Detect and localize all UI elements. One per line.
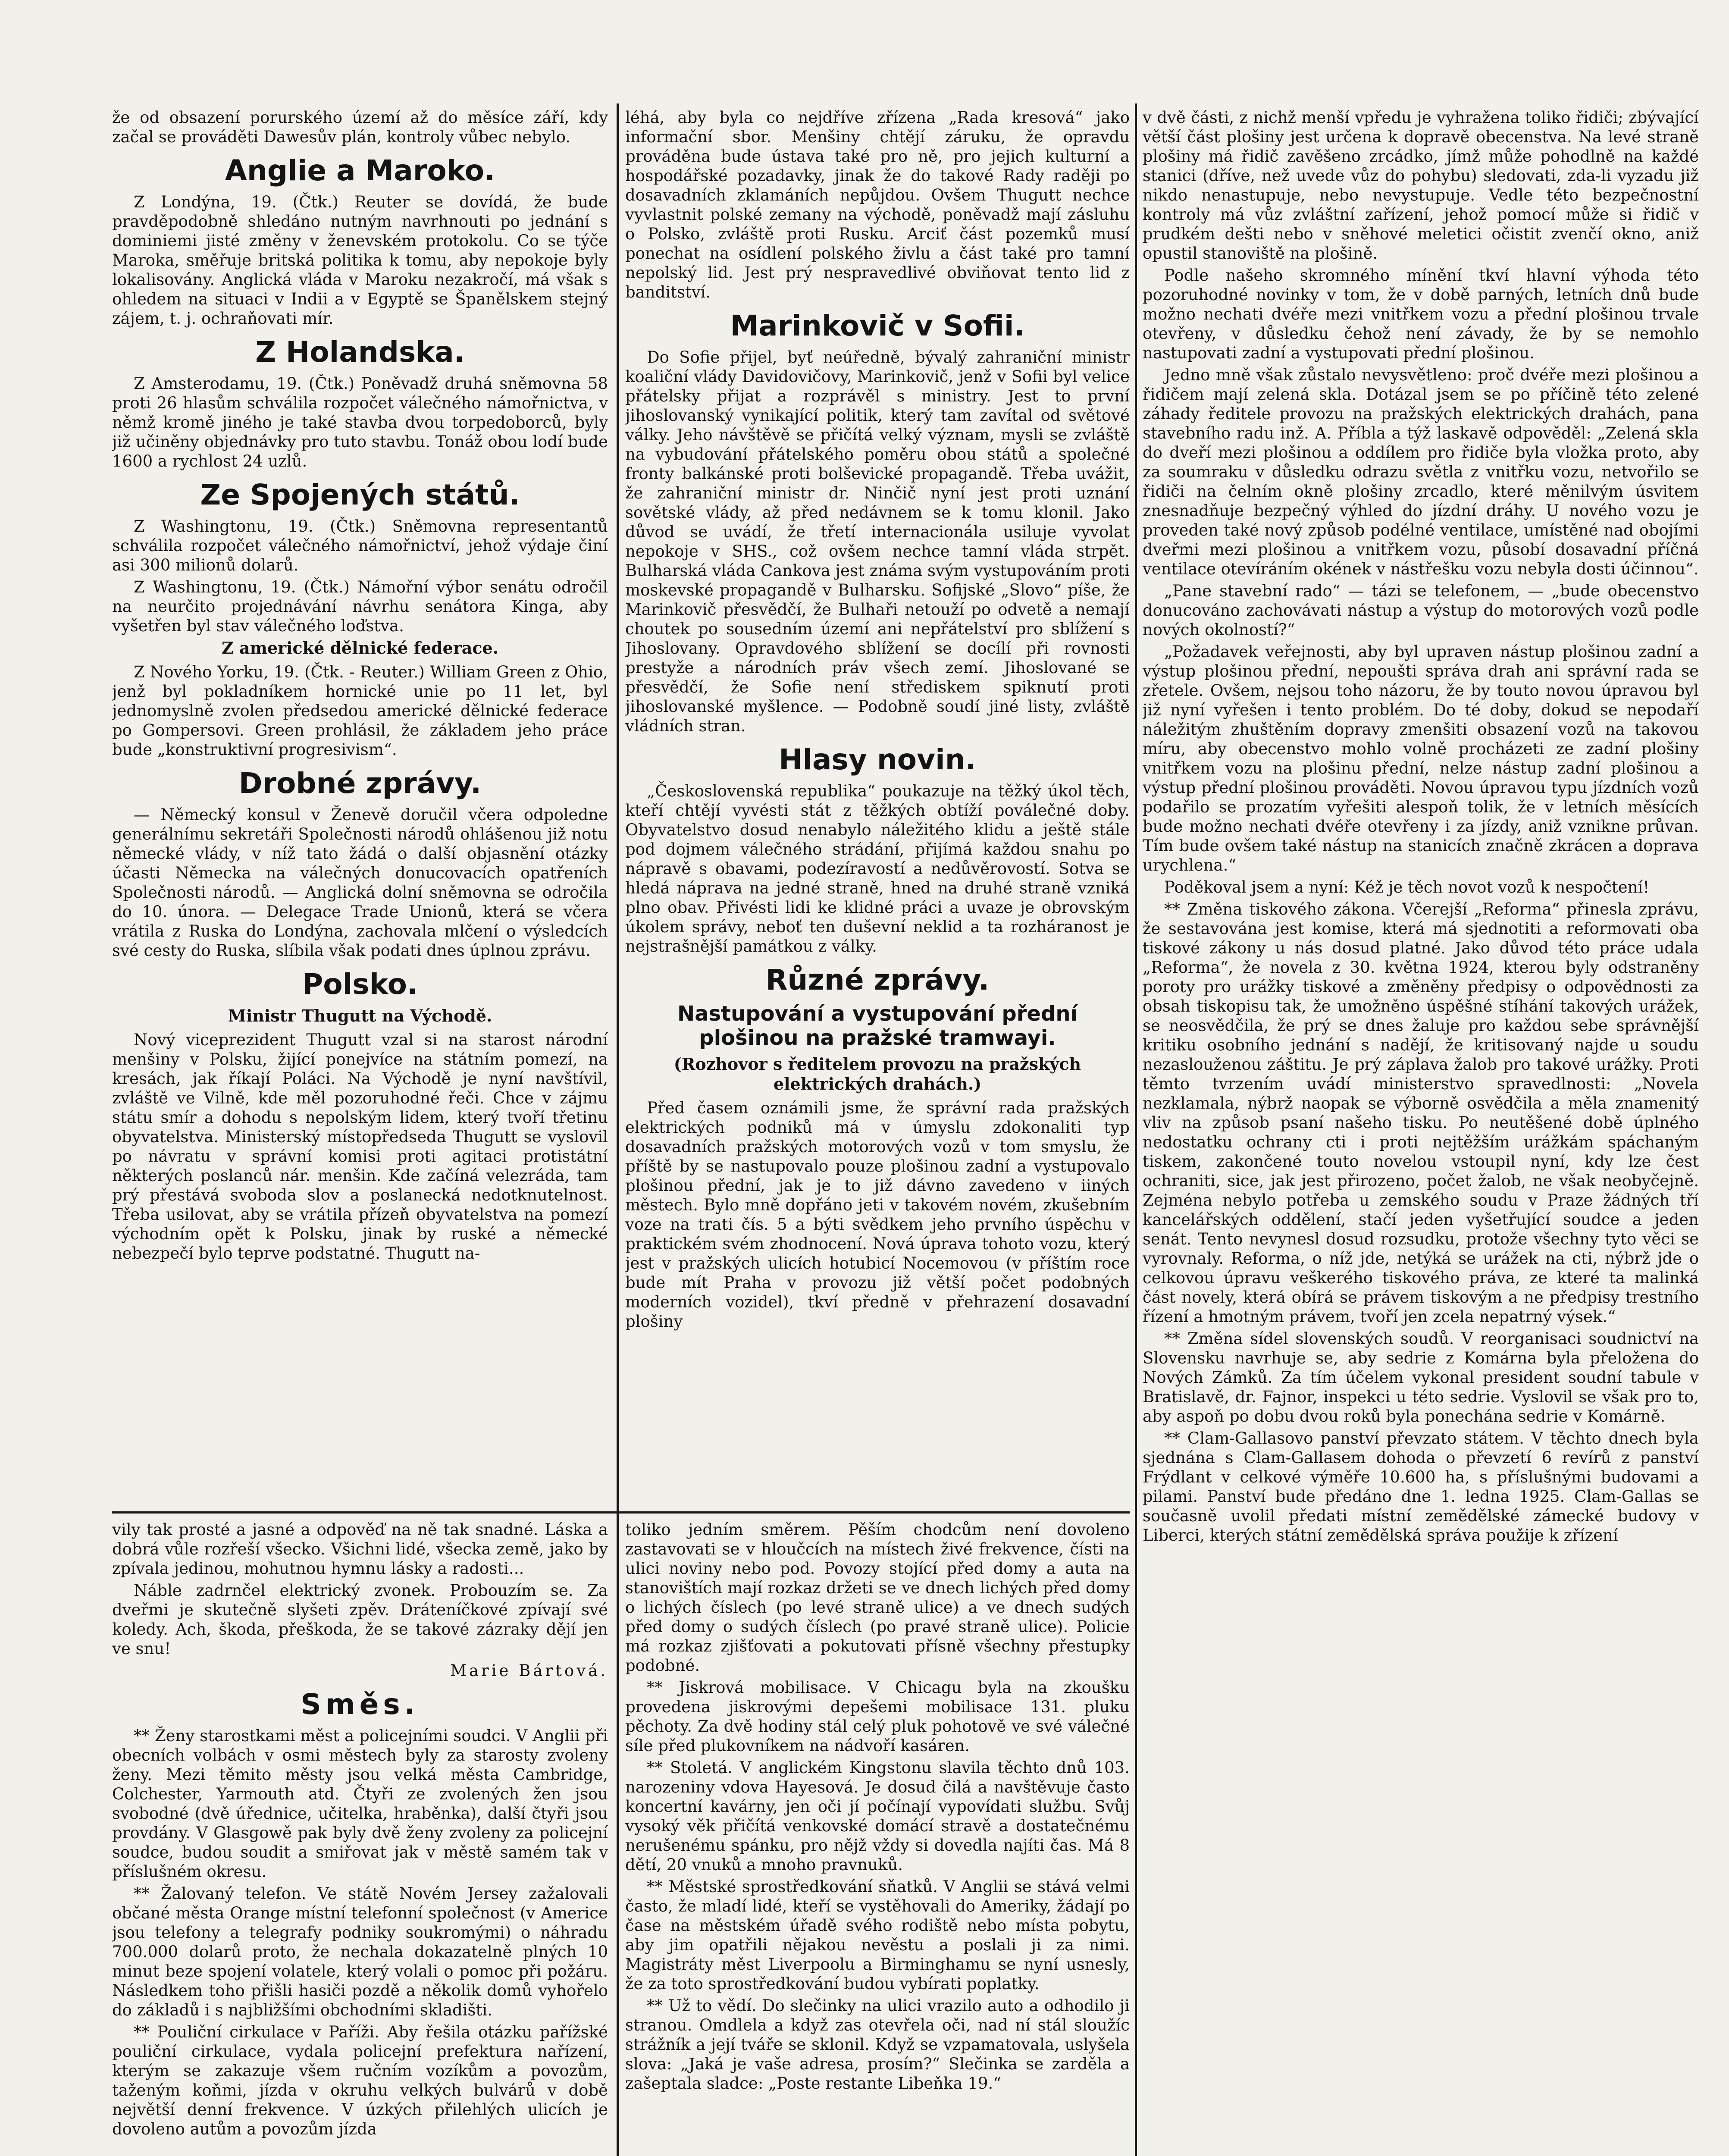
subheadline-rozhovor: (Rozhovor s ředitelem provozu na pražských elektrických drahách.) — [673, 1054, 1081, 1094]
article-zalovany-telefon: ** Žalovaný telefon. Ve státě Novém Jersey zažalovali občané města Orange místní telefonní společnost (v Americe jsou telefony a telegrafy podniky soukromými) o náhradu 700.000 dolarů proto, že nechala dokazatelně plných 10 minut beze spojení volatele, který volali o pomoc při požáru. Následkem toho přišli hasiči pozdě a několik domů vyhořelo do základů i s najbližšími obchodními skladišti. — [112, 1884, 608, 2019]
column-one — [112, 108, 608, 1505]
column-one-lower — [112, 1520, 608, 2156]
headline-polsko: Polsko. — [302, 968, 418, 1001]
article-anglie-maroko: Z Londýna, 19. (Čtk.) Reuter se dovídá, že bude pravděpodobně shledáno nutným navrhnouti po jednání s dominiemi jisté změny v ženevském protokolu. Co se týče Maroka, směřuje britská politika k tomu, aby nepokoje byly lokalisovány. Anglická vláda v Maroku nezakročí, má však s ohledem na situaci v Indii a v Egyptě se Španělskem stejný zájem, t. j. ochraňovati mír. — [112, 193, 608, 328]
article-stoleta: ** Stoletá. V anglickém Kingstonu slavila těchto dnů 103. narozeniny vdova Hayesová. Je dosud čilá a navštěvuje často koncertní kavárny, jen oči jí počínají vypovídati službu. Svůj vysoký věk přičítá venkovské domácí stravě a dostatečnému nerušenému spánku, pro nějž vždy si dovedla najíti čas. Má 8 dětí, 20 vnuků a mnoho pravnuků. — [625, 1758, 1130, 1874]
intro-paragraph: že od obsazení porurského území až do měsíce září, kdy začal se prováděti Dawesův plán, kontroly vůbec nebylo. — [112, 108, 608, 146]
headline-holandsko: Z Holandska. — [255, 335, 465, 369]
article-tramvaj-p4: „Pane stavební rado“ — tázi se telefonem, — „bude obecenstvo donucováno zachovávati nástup a výstup do motorových vozů podle nových okolností?“ — [1143, 582, 1699, 639]
column-three — [1143, 108, 1699, 2156]
headline-spojene-staty: Ze Spojených států. — [200, 478, 520, 511]
article-tramvaj-p6: Poděkoval jsem a nyní: Kéž je těch novot vozů k nespočtení! — [1164, 878, 1650, 896]
article-marinkovic: Do Sofie přijel, byť neúředně, bývalý zahraniční ministr koaliční vlády Davidovičovy, Marinkovič, jenž v Sofii byl velice přátelsky přijat a rozprávěl s ministry. Jest to první jihoslovanský vynikající politik, který tam zavítal od světové války. Jeho návštěvě se přičítá velký význam, mysli se zvláště na vybudování přátelského poměru obou států a společné fronty balkánské proti bolševické propagandě. Třeba uvážit, že zahraniční ministr dr. Ninčič nyní jest proti uznání sovětské vlády, až před nedávnem se k tomu klonil. Jako důvod se uvádí, že třetí internacionála usiluje vyvolat nepokoje v SHS., což ovšem nechce tamní vláda strpět. Bulharská vláda Cankova jest známa svým vystupováním proti moskevské propagandě v Bulharsku. Sofijské „Slovo“ píše, že Marinkovič přesvědčí, že Bulhaři netouží po odvetě a nemají choutek po sousedním území ani nepřátelství pro sblížení s Jihoslovany. Opravdového sblížení se docílí při rovnosti prestyže a národních práv všech zemí. Jihoslované se přesvědčí, že Sofie není střediskem spiknutí proti jihoslovanské myšlence. — Podobně soudí jiné listy, zvláště vládních stran. — [625, 348, 1130, 735]
article-tramvaj: Před časem oznámili jsme, že správní rada pražských elektrických podniků má v úmyslu zdokonaliti typ dosavadních pražských motorových vozů v tom smyslu, že příště by se nastupovalo pouze plošinou zadní a vystupovalo plošinou přední, jak je to již dávno zavedeno v iiných městech. Bylo mně dopřáno jeti v takovém novém, zkušebním voze na trati čís. 5 a býti svědkem jeho prvního úspěchu v praktickém svém zhodnocení. Nová úprava tohoto vozu, který jest v pražských ulicích hotubicí Nocemovou (v příštím roce bude mít Praha v provozu již větší počet podobných moderních vozidel), tkví předně v přehrazení dosavadní plošiny — [625, 1099, 1130, 1331]
article-tramvaj-continued: v dvě části, z nichž menší vpředu je vyhražena toliko řidiči; zbývající větší část plošiny jest určena k dopravě obecenstva. Na levé straně plošiny má řidič zavěšeno zrcádko, jímž může pohodlně na každé stanici (dříve, než uvede vůz do pohybu) sledovati, zda-li vyzadu již nikdo nenastupuje, nebo nevystupuje. Vedle této bezpečnostní kontroly má vůz zvláštní zařízení, jehož pomocí může si řidič v prudkém dešti nebo v sněhové meletici očistit zvenčí okno, aniž opustil stanoviště na plošině. — [1143, 108, 1699, 263]
article-tramvaj-p5: „Požadavek veřejnosti, aby byl upraven nástup plošinou zadní a výstup plošinou přední, nepoušti správa drah ani správní rada se zřetele. Ovšem, nejsou toho názoru, že by touto novou úpravou byl již nyní vyřešen i tento problém. Do té doby, dokud se nepodaří náležitým zhuštěním dopravy zmenšiti obsazení vozů na takovou míru, aby obecenstvo mohlo volně procházeti ze zadní plošiny vnitřkem vozu na plošinu přední, nelze nástup zadní plošinou a výstup přední plošinou prováděti. Novou úpravou typu jízdních vozů podařilo se prozatím vyřešiti alespoň tolik, že v letních měsících bude možno nechati dvéře otevřeny i za jízdy, aniž vznikne průvan. Tím bude ovšem také nástup na stanicích značně zkrácen a doprava urychlena.“ — [1143, 642, 1699, 874]
article-snatky: ** Městské sprostředkování sňatků. V Anglii se stává velmi často, že mladí lidé, kteří se vystěhovali do Ameriky, žádají po čase na městském úřadě svého rodiště nebo místa pobytu, aby jim opatřili nějakou nevěstu a poslali ji za nimi. Magistráty měst Liverpoolu a Birminghamu se nyní usnesly, že za toto sprostředkování budou vybírati poplatky. — [625, 1877, 1130, 1993]
article-tramvaj-p2: Podle našeho skromného mínění tkví hlavní výhoda této pozoruhodné novinky v tom, že v době parných, letních dnů bude možno nechati dvéře mezi vnitřkem vozu a přední plošinou trvale otevřeny, v důsledku čehož není závady, že by se nemohlo nastupovati zadní a vystupovati přední plošinou. — [1143, 266, 1699, 362]
article-washington-2: Z Washingtonu, 19. (Čtk.) Námořní výbor senátu odročil na neurčito projednávání návrhu senátora Kinga, aby vyšetřen byl stav válečného loďstva. — [112, 578, 608, 635]
article-washington-1: Z Washingtonu, 19. (Čtk.) Sněmovna representantů schválila rozpočet válečného námořnictví, jehož výdaje činí asi 300 milionů dolarů. — [112, 517, 608, 574]
article-thugutt-continued: léhá, aby byla co nejdříve zřízena „Rada kresová“ jako informační sbor. Menšiny chtějí záruku, že opravdu prováděna bude ústava také pro ně, pro jejich kulturní a hospodářské pozadavky, jinak že do takové Rady raději po dosavadních zklamáních nepůjdou. Ovšem Thugutt nechce vyvlastnit polské zemany na východě, poněvadž mají zásluhu o Polsko, zvláště proti Rusku. Arciť část pozemků musí ponechat na osídlení polského živlu a část také pro tamní nepolský lid. Jest prý nespravedlivé obviňovat tento lid z banditství. — [625, 108, 1130, 301]
article-federace: Z Nového Yorku, 19. (Čtk. - Reuter.) William Green z Ohio, jenž byl pokladníkem hornické unie po 11 let, byl jednomyslně zvolen předsedou americké dělnické federace po Gompersovi. Green prohlásil, že základem jeho práce bude „konstruktivní progresivism“. — [112, 663, 608, 759]
headline-drobne-zpravy: Drobné zprávy. — [238, 767, 482, 800]
section-rule-horizontal — [112, 1511, 1130, 1514]
article-zeny-starostky: ** Ženy starostkami měst a policejními soudci. V Anglii při obecních volbách v osmi městech byly za starosty zvoleny ženy. Mezi těmito městy jsou velká města Cambridge, Colchester, Yarmouth atd. Čtyři ze zvolených žen jsou svobodné (dvě úřednice, učitelka, hraběnka), další čtyři jsou provdány. V Glasgowě pak byly dvě ženy zvoleny za policejní soudce, budou soudit a smiřovat jak v městě samém tak v příslušném okresu. — [112, 1727, 608, 1881]
column-two — [625, 108, 1130, 1505]
article-hlasy-novin: „Československá republika“ poukazuje na těžký úkol těch, kteří chtějí vyvésti stát z těžkých obtíží poválečné doby. Obyvatelstvo dosud nenabylo náležitého klidu a ještě stále pod dojmem válečného strádání, přijímá každou snahu po nápravě s obavami, podezíravostí a nedůvěrovostí. Sotva se hledá náprava na jedné straně, hned na druhé straně vzniká plno obav. Přivésti lidi ke klidné práci a uvaze je obrovským úkolem správy, neboť ten duševní neklid a ta rozháranost je nejstrašnější památkou z války. — [625, 782, 1130, 956]
headline-ruzne-zpravy: Různé zprávy. — [765, 963, 990, 997]
headline-smes: Směs. — [301, 1688, 420, 1721]
article-tiskovy-zakon: ** Změna tiskového zákona. Včerejší „Reforma“ přinesla zprávu, že sestavována jest komise, která má sjednotiti a reformovati oba tiskové zákony u nás dosud platné. Jako důvod této práce udala „Reforma“, že novela z 30. května 1924, kterou byly odstraněny poroty pro urážky tiskové a změněny předpisy o odpovědnosti za obsah tiskopisu tak, že umožněno úspěšné stíhání takových urážek, se neosvědčila, že prý se dnes žaluje pro každou sebe správnější kritiku osobního jednání s nadějí, že kritisovaný najde u soudu nezaslouženou záštitu. Je prý záplava žalob pro takové urážky. Proti těmto tvrzením uvádí ministerstvo spravedlnosti: „Novela nezklamala, nýbrž naopak se výborně osvědčila a měla znamenitý vliv na způsob psaní našeho tisku. Po neutěšené době úplného nedostatku ochrany cti i proti nejtěžším urážkám spáchaným tiskem, zakončené touto novelou vstoupil nyní, kdy lze čest ochraniti, sice, jak jest přirozeno, počet žalob, ne však neobyčejně. Zejména nebylo potřeba u zemského soudu v Praze žádných tří kancelářských oddělení, stačí jeden vyšetřující soudce a jeden senát. Tento nevynesl dosud rozsudku, protože všechny tyto věci se vyrovnaly. Reforma, o níž jde, netýká se urážek na cti, nýbrž jde o celkovou úpravu veškerého tiskového práva, ze které ta malinká část novely, která obírá se právem tiskovým a ne předpisy trestního řízení a hmotným právem, tvoří jen zcela nepatrný výsek.“ — [1143, 900, 1699, 1326]
article-thugutt: Nový viceprezident Thugutt vzal si na starost národní menšiny v Polsku, žijící ponejvíce na státním pomezí, na kresách, jak říkají Poláci. Na Východě je nyní navštívil, zvláště ve Vilně, kde měl pozoruhodné řeči. Chce v zájmu státu smír a dohodu s nepolským lidem, který tvoří třetinu obyvatelstva. Ministerský místopředseda Thugutt se vyslovil po návratu v správní komisi proti agitaci protistátní některých poslanců nár. menšin. Kde začíná velezráda, tam prý přestává svoboda slov a poslanecká nedotknutelnost. Třeba usilovat, aby se vrátila přízeň obyvatelstva na pomezí východním opět k Polsku, jinak by ruské a německé nebezpečí bylo teprve podstatné. Thugutt na- — [112, 1031, 608, 1263]
column-two-lower — [625, 1520, 1130, 2156]
article-tramvaj-p3: Jedno mně však zůstalo nevysvětleno: proč dvéře mezi plošinou a řidičem mají zelená skla. Dotázal jsem se po příčině této zelené záhady ředitele provozu na pražských elektrických drahách, pana stavebního radu inž. A. Příbla a týž laskavě odpověděl: „Zelená skla do dveří mezi plošinou a oddílem pro řidiče byla vložka proto, aby za soumraku v důsledku odrazu světla z vnitřku vozu, netvořilo se řidiči na čelním okně plošiny zrcadlo, které měnilvým úsvitem znesnadňuje bezpečný výhled do jízdní dráhy. U nového vozu je proveden také nový způsob podélné ventilace, umístěné nad obojími dveřmi mezi plošinou a vnitřkem vozu, působí dosavadní příčná ventilace otevíráním okének v nástřešku vozu nebyla dosti účinnou“. — [1143, 366, 1699, 578]
article-slovenske-soudy: ** Změna sídel slovenských soudů. V reorganisaci soudnictví na Slovensku navrhuje se, aby sedrie z Komárna byla přeložena do Nových Zámků. Za tím účelem vykonal president soudní tabule v Bratislavě, dr. Fajnor, inspekci u této sedrie. Vyslovil se však pro to, aby aspoň po dobu dvou roků byla ponechána sedrie v Komárně. — [1143, 1329, 1699, 1426]
headline-anglie-maroko: Anglie a Maroko. — [225, 154, 495, 187]
article-uz-to-vedi: ** Už to vědí. Do slečinky na ulici vrazilo auto a odhodilo ji stranou. Omdlela a když zas otevřela oči, nad ní stál sloužíc strážník a její tváře se sklonil. Když se vzpamatovala, uslyšela slova: „Jaká je vaše adresa, prosím?“ Slečinka se zarděla a zašeptala sladce: „Poste restante Libeňka 19.“ — [625, 1996, 1130, 2093]
article-jiskrova-mobilisace: ** Jiskrová mobilisace. V Chicagu byla na zkoušku provedena jiskrovými depešemi mobilisace 131. pluku pěchoty. Za dvě hodiny stál celý pluk pohotově ve své válečné síle před plukovníkem na nádvoří kasáren. — [625, 1678, 1130, 1755]
feuilleton-signature: Marie Bártová. — [450, 1661, 608, 1680]
feuilleton-ending: vily tak prosté a jasné a odpověď na ně tak snadné. Láska a dobrá vůle rozřeší všecko. Všichni lidé, všecka země, jako by zpívala jedinou, mohutnou hymnu lásky a radosti... — [112, 1520, 608, 1578]
column-rule-right — [1135, 103, 1137, 2156]
article-drobne-zpravy: — Německý konsul v Ženevě doručil včera odpoledne generálnímu sekretáři Společnosti národů ohlášenou již notu německé vlády, v níž tato žádá o další objasnění otázky účasti Německa na válečných donucovacích opatřeních Společnosti národů. — Anglická dolní sněmovna se odročila do 10. února. — Delegace Trade Unionů, která se včera vrátila z Ruska do Londýna, zachovala mlčení o výsledcích své cesty do Ruska, slíbila však podati dnes úplnou zprávu. — [112, 805, 608, 960]
subheadline-tramvaj: Nastupování a vystupování přední plošinou na pražské tramwayi. — [677, 1002, 1077, 1050]
subheadline-thugutt: Ministr Thugutt na Východě. — [228, 1006, 492, 1025]
column-rule-left — [617, 103, 619, 2156]
article-holandsko: Z Amsterodamu, 19. (Čtk.) Poněvadž druhá sněmovna 58 proti 26 hlasům schválila rozpočet válečného námořnictva, v němž kromě jiného je také stavba dvou torpedoborců, byly již učiněny objednávky pro tuto stavbu. Tonáž obou lodí bude 1600 a rychlost 24 uzlů. — [112, 374, 608, 470]
headline-hlasy-novin: Hlasy novin. — [779, 743, 976, 776]
feuilleton-ending-2: Náble zadrnčel elektrický zvonek. Probouzím se. Za dveřmi je skutečně slyšeti zpěv. Dráteníčkové zpívají své koledy. Ach, škoda, přeškoda, že se takové zázraky dějí jen ve snu! — [112, 1581, 608, 1658]
subheadline-federace: Z americké dělnické federace. — [222, 638, 498, 658]
headline-marinkovic: Marinkovič v Sofii. — [730, 309, 1025, 342]
article-cirkulace-pariz: ** Pouliční cirkulace v Paříži. Aby řešila otázku pařížské pouliční cirkulace, vydala policejní prefektura nařízení, kterým se zakazuje všem ručním vozíkům a povozům, taženým koňmi, jízda v okruhu velkých bulvárů v době největší denní frekvence. V úzkých přilehlých ulicích je dovoleno autům a povozům jízda — [112, 2023, 608, 2138]
article-cirkulace-continued: toliko jedním směrem. Pěším chodcům není dovoleno zastavovati se v hloučcích na místech živé frekvence, čísti na ulici noviny nebo pod. Povozy stojící před domy a auta na stanovištích mají rozkaz držeti se ve dnech lichých před domy o lichých číslech (po levé straně ulice) a ve dnech sudých před domy o sudých číslech (po pravé straně ulice). Policie má rozkaz zjišťovati a pokutovati přísně všechny přestupky podobné. — [625, 1520, 1130, 1675]
article-clam-gallas: ** Clam-Gallasovo panství převzato státem. V těchto dnech byla sjednána s Clam-Gallasem dohoda o převzetí 6 revírů z panství Frýdlant v celkové výměře 10.600 ha, s příslušnými budovami a pilami. Panství bude předáno dne 1. ledna 1925. Clam-Gallas se současně uvolil předati místní zemědělské zámecké budovy v Liberci, kterých státní zemědělská správa použije k zřízení — [1143, 1429, 1699, 1545]
